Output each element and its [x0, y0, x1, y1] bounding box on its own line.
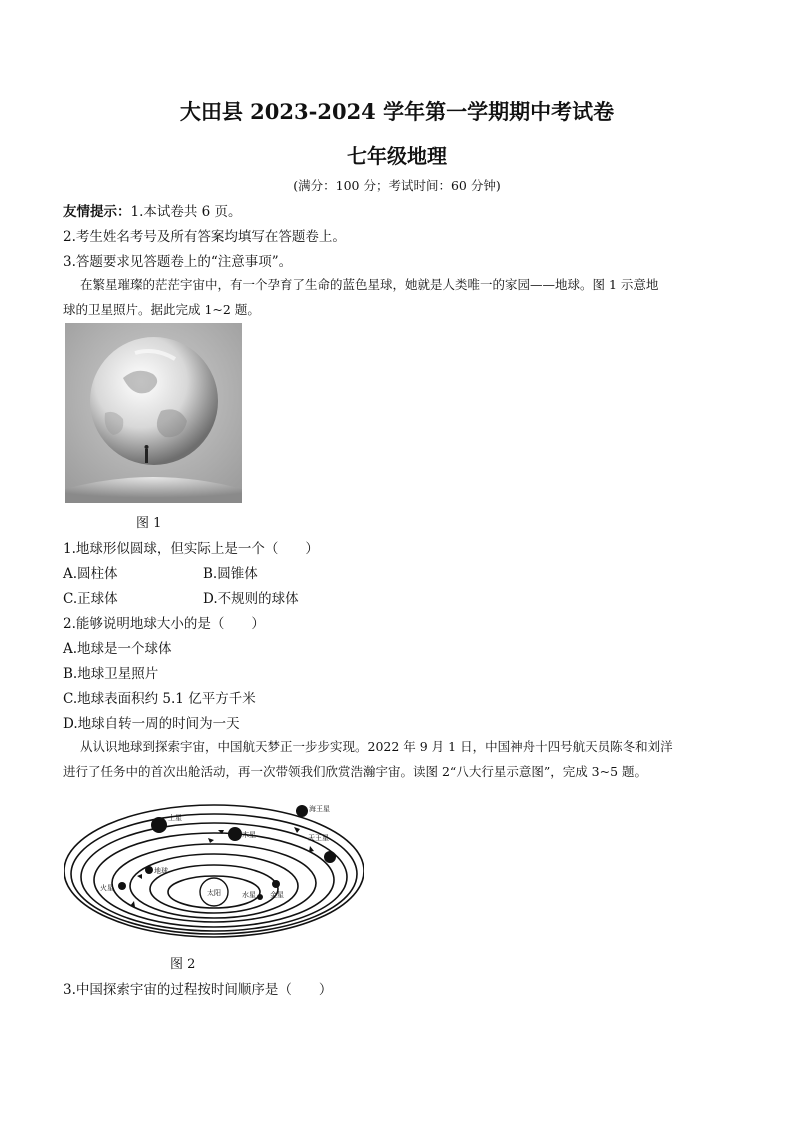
q1-option-a: A.圆柱体 [63, 566, 118, 582]
planet-saturn [151, 817, 167, 833]
notice-item-2: 2.考生姓名考号及所有答案均填写在答题卷上。 [63, 229, 346, 245]
passage1-line-1: 在繁星璀璨的茫茫宇宙中，有一个孕育了生命的蓝色星球，她就是人类唯一的家园——地球。图 1 示意地 [80, 277, 659, 292]
planet-mercury [257, 894, 263, 900]
label-uranus: 天王星 [308, 834, 329, 842]
label-jupiter: 木星 [242, 831, 256, 839]
notice-item-3: 3.答题要求见答题卷上的“注意事项”。 [63, 254, 293, 270]
passage2-line-2: 进行了任务中的首次出舱活动，再一次带领我们欣赏浩瀚宇宙。读图 2“八大行星示意图”，完成 3~5 题。 [63, 764, 648, 779]
label-venus: 金星 [270, 891, 284, 899]
exam-title: 大田县 2023-2024 学年第一学期期中考试卷 [179, 99, 615, 124]
planet-neptune [296, 805, 308, 817]
q2-stem: 2.能够说明地球大小的是（ ） [63, 616, 265, 632]
exam-meta: (满分：100 分；考试时间：60 分钟) [293, 178, 501, 193]
notice-heading: 友情提示： [63, 204, 131, 220]
label-mars: 火星 [100, 884, 114, 892]
label-sun: 太阳 [207, 889, 221, 897]
label-earth: 地球 [154, 867, 168, 875]
q1-option-c: C.正球体 [63, 591, 118, 607]
planet-jupiter [228, 827, 242, 841]
passage1-line-2: 球的卫星照片。据此完成 1~2 题。 [63, 302, 260, 317]
notice-line-1 [63, 200, 242, 220]
exam-subtitle: 七年级地理 [347, 144, 447, 168]
label-neptune: 海王星 [309, 805, 330, 813]
q2-option-a: A.地球是一个球体 [63, 641, 172, 657]
planet-mars [118, 882, 126, 890]
planet-venus [272, 880, 280, 888]
q1-stem: 1.地球形似圆球，但实际上是一个（ ） [63, 541, 319, 557]
q2-option-c: C.地球表面积约 5.1 亿平方千米 [63, 691, 256, 707]
q1-option-b: B.圆锥体 [203, 566, 258, 582]
notice-item-1: 1.本试卷共 6 页。 [130, 204, 242, 220]
q1-option-d: D.不规则的球体 [203, 591, 299, 607]
label-mercury: 水星 [242, 891, 256, 899]
q2-option-d: D.地球自转一周的时间为一天 [63, 716, 240, 732]
q3-stem: 3.中国探索宇宙的过程按时间顺序是（ ） [63, 982, 333, 998]
q2-option-b: B.地球卫星照片 [63, 666, 159, 682]
passage2-line-1: 从认识地球到探索宇宙，中国航天梦正一步步实现。2022 年 9 月 1 日，中国神舟十四号航天员陈冬和刘洋 [80, 739, 673, 754]
solar-system-diagram [64, 796, 364, 946]
earth-satellite-photo [65, 323, 242, 503]
planet-uranus [324, 851, 336, 863]
figure2-caption: 图 2 [170, 957, 196, 972]
label-saturn: 土星 [168, 814, 182, 822]
planet-earth [145, 866, 153, 874]
figure1-caption: 图 1 [136, 516, 162, 531]
